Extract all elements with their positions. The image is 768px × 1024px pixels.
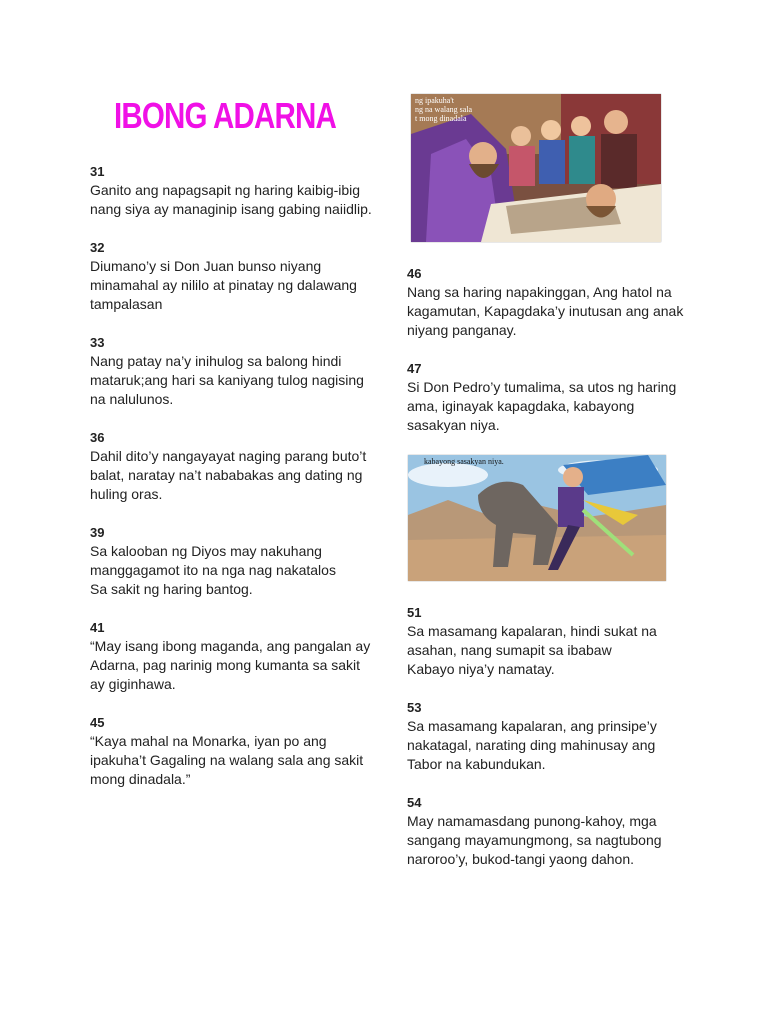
stanza-number: 53 [407, 700, 422, 715]
stanza-text: Ganito ang napagsapit ng haring kaibig-ibig nang siya ay managinip isang gabing naiidlip. [90, 182, 372, 217]
stanza-number: 31 [90, 164, 105, 179]
stanza [90, 618, 375, 694]
left-column [90, 162, 375, 808]
stanza-number: 51 [407, 605, 422, 620]
stanza-number: 33 [90, 335, 105, 350]
stanza [90, 162, 375, 219]
stanza-number: 41 [90, 620, 105, 635]
stanza-text: Sa kalooban ng Diyos may nakuhang manggagamot ito na nga nag nakatalos Sa sakit ng haring bantog. [90, 543, 336, 597]
stanza-number: 36 [90, 430, 105, 445]
stanza [407, 603, 692, 679]
stanza [90, 523, 375, 599]
stanza-text: Nang sa haring napakinggan, Ang hatol na kagamutan, Kapagdaka’y inutusan ang anak niyang panganay. [407, 284, 684, 338]
stanza-text: Diumano’y si Don Juan bunso niyang minamahal ay nililo at pinatay ng dalawang tampalasan [90, 258, 357, 312]
stanza-text: Sa masamang kapalaran, ang prinsipe’y nakatagal, narating ding mahinusay ang Tabor na kabundukan. [407, 718, 657, 772]
right-column-lower [407, 603, 692, 888]
stanza [407, 264, 692, 340]
right-column [407, 264, 692, 454]
stanza-number: 47 [407, 361, 422, 376]
image-caption: kabayong sasakyan niya. [424, 457, 504, 466]
image-caption: ng ipakuha't ng na walang sala t mong dinadala [415, 96, 473, 123]
page-title: IBONG ADARNA [114, 95, 336, 136]
horse-illustration [408, 455, 666, 581]
stanza-number: 39 [90, 525, 105, 540]
stanza [90, 713, 375, 789]
stanza-text: Dahil dito’y nangayayat naging parang buto’t balat, naratay na’t nababakas ang dating ng huling oras. [90, 448, 367, 502]
stanza-number: 54 [407, 795, 422, 810]
stanza [90, 238, 375, 314]
sickbed-illustration [411, 94, 661, 242]
stanza [407, 793, 692, 869]
stanza-text: “May isang ibong maganda, ang pangalan ay Adarna, pag narinig mong kumanta sa sakit ay giginhawa. [90, 638, 371, 692]
stanza [407, 359, 692, 435]
stanza-text: May namamasdang punong-kahoy, mga sangang mayamungmong, sa nagtubong naroroo’y, bukod-tangi yaong dahon. [407, 813, 662, 867]
stanza-number: 45 [90, 715, 105, 730]
stanza [90, 428, 375, 504]
stanza [90, 333, 375, 409]
stanza-text: Si Don Pedro’y tumalima, sa utos ng haring ama, iginayak kapagdaka, kabayong sasakyan niya. [407, 379, 677, 433]
stanza-text: Nang patay na’y inihulog sa balong hindi mataruk;ang hari sa kaniyang tulog nagising na nalulunos. [90, 353, 364, 407]
stanza-text: “Kaya mahal na Monarka, iyan po ang ipakuha’t Gagaling na walang sala ang sakit mong dinadala.” [90, 733, 364, 787]
stanza-number: 32 [90, 240, 105, 255]
stanza-text: Sa masamang kapalaran, hindi sukat na asahan, nang sumapit sa ibabaw Kabayo niya’y namatay. [407, 623, 657, 677]
stanza [407, 698, 692, 774]
stanza-number: 46 [407, 266, 422, 281]
